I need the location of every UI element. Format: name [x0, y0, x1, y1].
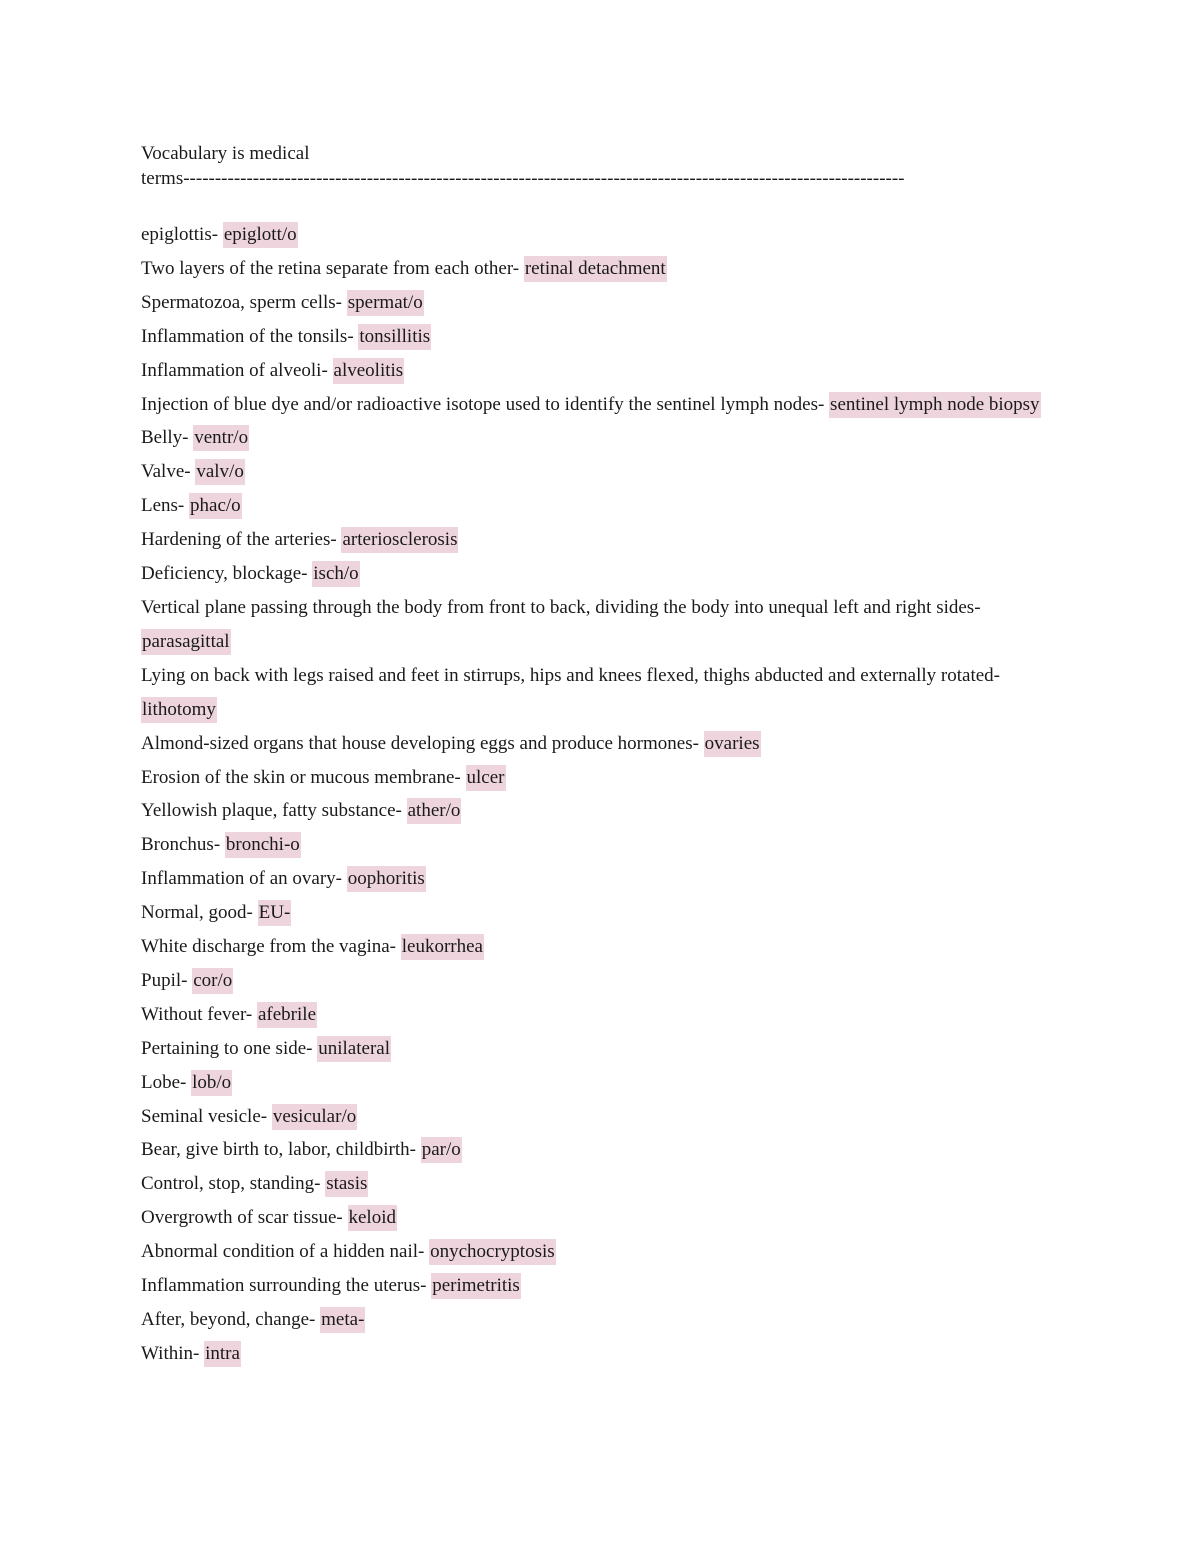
- list-item: [141, 1201, 1051, 1235]
- list-item: [141, 1100, 1051, 1134]
- list-item: [141, 896, 1051, 930]
- entry-term: cor/o: [192, 968, 233, 994]
- entry-definition: Overgrowth of scar tissue-: [141, 1207, 348, 1229]
- entry-definition: Inflammation surrounding the uterus-: [141, 1275, 432, 1297]
- list-item: [141, 828, 1051, 862]
- entry-definition: epiglottis-: [141, 224, 223, 245]
- list-item: [141, 794, 1051, 828]
- entry-definition: Without fever-: [141, 1003, 257, 1025]
- list-item: [141, 286, 1051, 320]
- list-item: [141, 421, 1051, 455]
- entry-term: keloid: [348, 1205, 398, 1231]
- list-item: [141, 388, 1051, 422]
- list-item: [141, 659, 1051, 727]
- entry-term: unilateral: [317, 1036, 391, 1062]
- entry-definition: Seminal vesicle-: [141, 1105, 272, 1127]
- document-title: Vocabulary is medical: [141, 143, 310, 164]
- list-item: [141, 1269, 1051, 1303]
- entry-definition: Hardening of the arteries-: [141, 529, 342, 551]
- entry-definition: Lobe-: [141, 1071, 192, 1093]
- entry-definition: Erosion of the skin or mucous membrane-: [141, 766, 466, 788]
- entry-term: lob/o: [191, 1070, 232, 1096]
- entry-definition: Bronchus-: [141, 834, 225, 856]
- entry-definition: White discharge from the vagina-: [141, 936, 401, 958]
- entry-definition: Inflammation of an ovary-: [141, 868, 347, 890]
- entry-definition: Lens-: [141, 495, 190, 517]
- list-item: [141, 591, 1051, 659]
- entry-term: ather/o: [407, 798, 462, 824]
- entry-term: ulcer: [466, 765, 506, 791]
- entry-definition: Pertaining to one side-: [141, 1037, 318, 1059]
- list-item: [141, 1167, 1051, 1201]
- entry-definition: Lying on back with legs raised and feet in stirrups, hips and knees flexed, thighs abducted and externally rotated-: [141, 664, 1000, 686]
- entry-term: parasagittal: [141, 629, 231, 655]
- entry-term: meta-: [320, 1307, 365, 1333]
- entry-definition: Pupil-: [141, 969, 193, 991]
- entry-definition: Inflammation of alveoli-: [141, 359, 333, 381]
- entry-term: alveolitis: [333, 358, 405, 384]
- entry-definition: Deficiency, blockage-: [141, 563, 313, 585]
- entry-definition: Yellowish plaque, fatty substance-: [141, 800, 407, 822]
- entry-definition: Almond-sized organs that house developing eggs and produce hormones-: [141, 732, 704, 754]
- list-item: [141, 727, 1051, 761]
- entry-term: bronchi-o: [225, 832, 301, 858]
- entry-definition: Valve-: [141, 461, 196, 483]
- entry-term: tonsillitis: [358, 324, 431, 350]
- entry-term: perimetritis: [431, 1273, 521, 1299]
- entry-term: spermat/o: [347, 290, 424, 316]
- entry-term: intra: [204, 1341, 241, 1367]
- entry-definition: Injection of blue dye and/or radioactive isotope used to identify the sentinel lymph nodes-: [141, 393, 830, 415]
- entry-term: EU-: [258, 900, 292, 926]
- list-item: [141, 354, 1051, 388]
- list-item: [141, 761, 1051, 795]
- entry-term: leukorrhea: [401, 934, 484, 960]
- vocabulary-list: [141, 218, 1051, 1371]
- list-item: [141, 1337, 1051, 1371]
- list-item: [141, 489, 1051, 523]
- entry-definition: Abnormal condition of a hidden nail-: [141, 1241, 430, 1263]
- entry-term: oophoritis: [347, 866, 426, 892]
- entry-term: phac/o: [189, 493, 242, 519]
- entry-term: stasis: [325, 1171, 368, 1197]
- entry-definition: Vertical plane passing through the body from front to back, dividing the body into unequal left and right sides-: [141, 596, 981, 618]
- list-item: [141, 320, 1051, 354]
- entry-definition: Belly-: [141, 427, 194, 449]
- entry-term: ventr/o: [193, 425, 249, 451]
- entry-term: lithotomy: [141, 697, 217, 723]
- list-item: [141, 930, 1051, 964]
- list-item: [141, 862, 1051, 896]
- entry-term: arteriosclerosis: [341, 527, 458, 553]
- entry-term: afebrile: [257, 1002, 317, 1028]
- entry-term: isch/o: [312, 561, 359, 587]
- entry-term: vesicular/o: [272, 1104, 357, 1130]
- entry-term: retinal detachment: [524, 256, 667, 282]
- entry-term: epiglott/o: [223, 222, 298, 248]
- list-item: [141, 557, 1051, 591]
- list-item: [141, 1235, 1051, 1269]
- list-item: [141, 964, 1051, 998]
- list-item: [141, 218, 1051, 252]
- entry-definition: Within-: [141, 1342, 205, 1364]
- document-subtitle: terms------------------------------------------------------------------------------------------------------------------: [141, 168, 905, 189]
- entry-definition: After, beyond, change-: [141, 1309, 321, 1330]
- list-item: [141, 1303, 1051, 1337]
- entry-term: sentinel lymph node biopsy: [829, 392, 1041, 418]
- list-item: [141, 455, 1051, 489]
- entry-definition: Spermatozoa, sperm cells-: [141, 291, 347, 313]
- entry-term: ovaries: [704, 731, 761, 757]
- entry-term: valv/o: [195, 459, 245, 485]
- entry-definition: Inflammation of the tonsils-: [141, 325, 359, 347]
- list-item: [141, 1032, 1051, 1066]
- list-item: [141, 998, 1051, 1032]
- entry-definition: Control, stop, standing-: [141, 1173, 326, 1195]
- entry-term: par/o: [421, 1137, 462, 1163]
- list-item: [141, 1066, 1051, 1100]
- list-item: [141, 523, 1051, 557]
- entry-definition: Bear, give birth to, labor, childbirth-: [141, 1139, 421, 1161]
- entry-term: onychocryptosis: [429, 1239, 556, 1265]
- entry-definition: Normal, good-: [141, 902, 258, 924]
- list-item: [141, 1133, 1051, 1167]
- list-item: [141, 252, 1051, 286]
- document-page: [141, 141, 1051, 1371]
- entry-definition: Two layers of the retina separate from each other-: [141, 257, 524, 279]
